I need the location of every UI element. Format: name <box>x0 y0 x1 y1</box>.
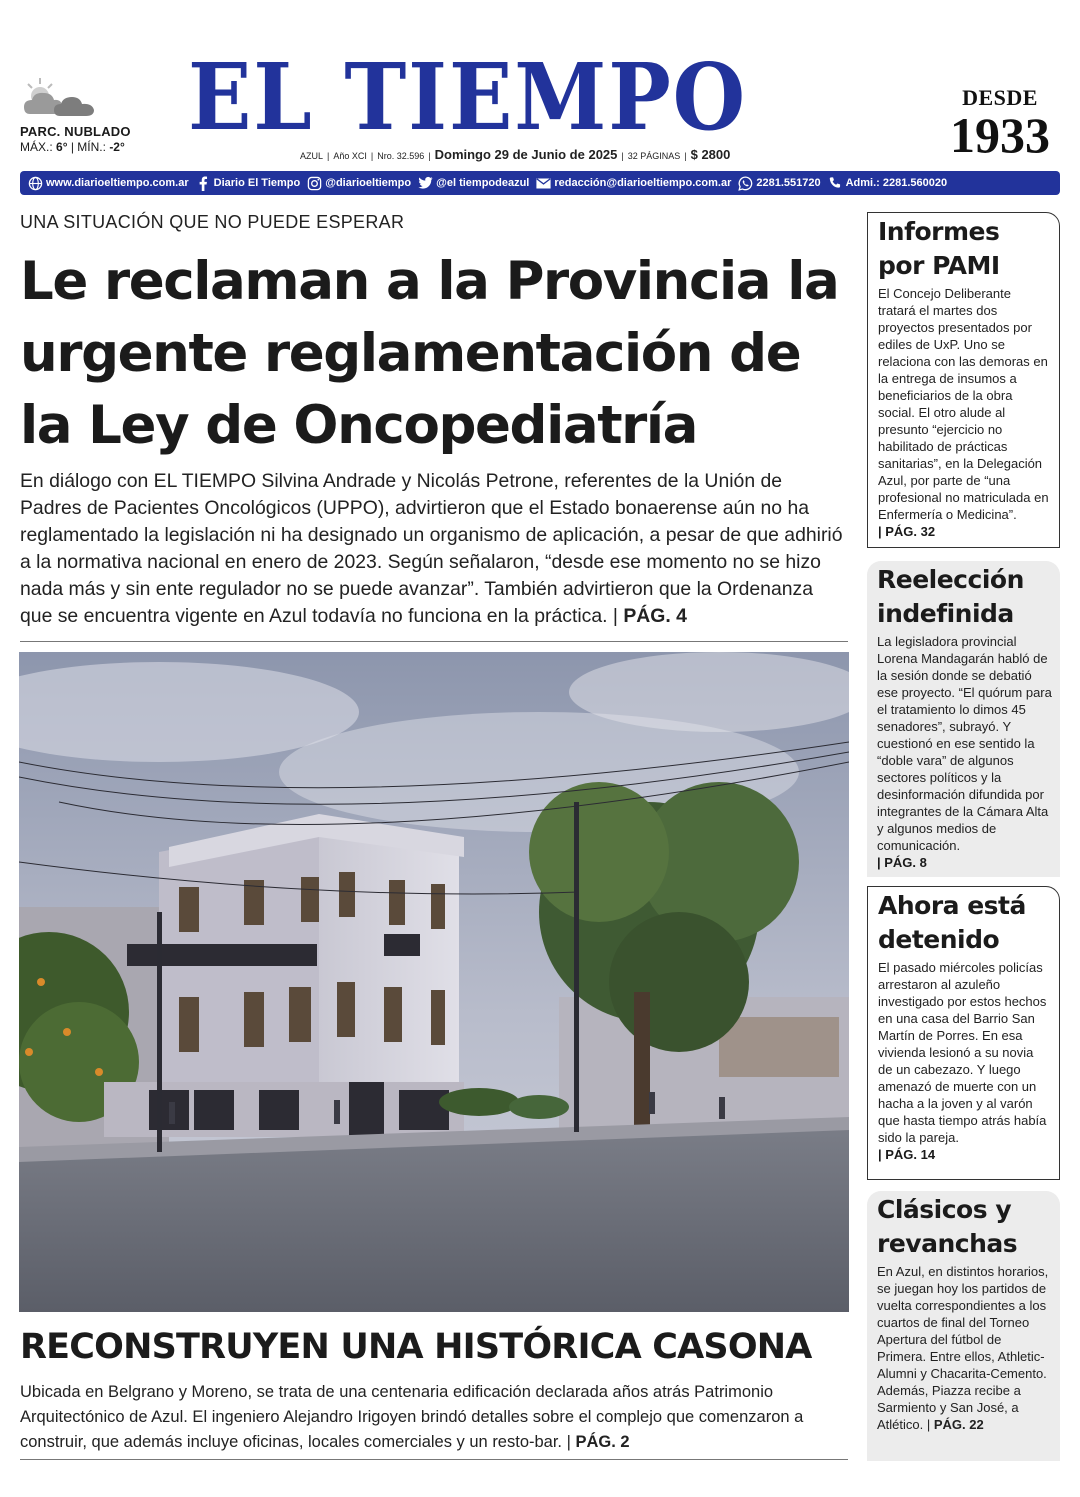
sidebar-item-reeleccion[interactable] <box>867 561 1060 877</box>
sidebar-title: Clásicos y revanchas <box>877 1195 1018 1258</box>
sidebar-page-ref[interactable]: | PÁG. 32 <box>878 524 936 539</box>
phone-link[interactable] <box>828 176 948 191</box>
since-year: 1933 <box>950 107 1050 163</box>
weather-condition: PARC. NUBLADO <box>20 124 131 139</box>
globe-icon <box>28 176 43 191</box>
email-link[interactable] <box>536 176 731 191</box>
max-label: MÁX.: <box>20 140 53 154</box>
divider <box>20 1459 848 1460</box>
contact-bar <box>20 171 1060 195</box>
sidebar-page-ref[interactable]: PÁG. 22 <box>933 1417 984 1432</box>
main-story-lead-text: En diálogo con EL TIEMPO Silvina Andrade y Nicolás Petrone, referentes de la Unión de Padres de Pacientes Oncológicos (UPPO), advirtieron que el Estado bonaerense aún no ha reglamentado la legislación ni ha designado un organismo de aplicación, a pesar de que adhirió a la normativa nacional en enero de 2023. Según señalaron, “desde ese momento no se hizo nada más y sin ente regulador no se puede avanzar”. También advirtieron que la Ordenanza que se encuentra vigente en Azul todavía no funciona en la práctica. <box>20 470 843 627</box>
weather-temps: MÁX.: 6° | MÍN.: -2° <box>20 140 125 154</box>
sidebar-title: Ahora está detenido <box>878 891 1026 954</box>
photo-story-body: Ubicada en Belgrano y Moreno, se trata de una centenaria edificación declarada años atrás Patrimonio Arquitectónico de Azul. El ingeniero Alejandro Irigoyen brindó detalles sobre el complejo que comenzaron a construir, que además incluye oficinas, locales comerciales y un resto-bar. | PÁG. 2 <box>20 1383 804 1451</box>
sidebar-item-clasicos[interactable] <box>867 1191 1060 1461</box>
sidebar-body: El Concejo Deliberante tratará el martes dos proyectos presentados por ediles de UxP. Uno se relaciona con las demoras en la entrega de insumos a beneficiarios de la obra social. El otro alude al presunto “ejercicio no habilitado de prácticas sanitarias”, en la Delegación Azul, por parte de “una profesional no matriculada en Enfermería o Medicina”. <box>878 286 1049 522</box>
sidebar-item-informes-pami[interactable] <box>867 212 1060 548</box>
whatsapp-icon <box>738 176 753 191</box>
sidebar-body: La legisladora provincial Lorena Mandagarán habló de la sesión donde se debatió ese proyecto. “El quórum para el tratamiento lo dimos 45 senadores”, subrayó. Y cuestionó en ese sentido la “doble vara” de algunos sectores políticos y la desinformación difundida por integrantes de la Cámara Alta y algunos medios de comunicación. <box>877 634 1052 853</box>
facebook-link[interactable] <box>196 176 301 191</box>
sidebar-body: En Azul, en distintos horarios, se juegan hoy los partidos de vuelta correspondientes a los cuartos de final del Torneo Apertura del fútbol de Primera. Entre ellos, Athletic-Alumni y Chacarita-Cemento. Además, Piazza recibe a Sarmiento y San José, a Atlético. | PÁG. 22 <box>877 1264 1049 1432</box>
photo-story-body-text: Ubicada en Belgrano y Moreno, se trata de una centenaria edificación declarada años atrás Patrimonio Arquitectónico de Azul. El ingeniero Alejandro Irigoyen brindó detalles sobre el complejo que comenzaron a construir, que además incluye oficinas, locales comerciales y un resto-bar. <box>20 1383 804 1451</box>
sidebar-body: El pasado miércoles policías arrestaron al azuleño investigado por estos hechos en una casa del Barrio San Martín de Porres. En esa vivienda lesionó a su novia de un cabezazo. Y luego amenazó de muerte con un hacha a la joven y al varón que hasta tiempo atrás había sido la pareja. <box>878 960 1047 1145</box>
main-story-kicker: UNA SITUACIÓN QUE NO PUEDE ESPERAR <box>20 212 405 232</box>
divider <box>20 641 848 642</box>
sidebar-title: Informes por PAMI <box>878 217 1000 280</box>
facebook-icon <box>196 176 211 191</box>
whatsapp-link[interactable] <box>738 176 820 191</box>
weather-widget <box>20 76 170 154</box>
edition-city: AZUL <box>300 151 324 161</box>
instagram-text: @diarioeltiempo <box>325 177 412 189</box>
edition-date: Domingo 29 de Junio de 2025 <box>434 147 618 162</box>
sidebar-page-ref[interactable]: | PÁG. 14 <box>878 1147 936 1162</box>
email-text: redacción@diarioeltiempo.com.ar <box>554 177 732 189</box>
instagram-icon <box>307 176 322 191</box>
casona-photo <box>19 652 849 1312</box>
photo-story-page-ref[interactable]: PÁG. 2 <box>575 1433 630 1451</box>
whatsapp-text: 2281.551720 <box>756 177 821 189</box>
sidebar-title: Reelección indefinida <box>877 565 1024 628</box>
twitter-text: @el tiempodeazul <box>436 177 530 189</box>
envelope-icon <box>536 176 551 191</box>
min-value: -2° <box>109 140 125 154</box>
web-text: www.diarioeltiempo.com.ar <box>46 177 189 189</box>
edition-year: Año XCI <box>333 151 367 161</box>
sidebar-item-detenido[interactable] <box>867 886 1060 1180</box>
phone-icon <box>828 176 843 191</box>
edition-line: AZUL | Año XCI | Nro. 32.596 | Domingo 29 de Junio de 2025 | 32 PÁGINAS | $ 2800 <box>300 147 731 162</box>
twitter-icon <box>418 176 433 191</box>
main-story-page-ref[interactable]: PÁG. 4 <box>623 605 687 627</box>
max-value: 6° <box>56 140 68 154</box>
edition-price: $ 2800 <box>690 147 731 162</box>
web-link[interactable] <box>28 176 189 191</box>
phone-text: Admi.: 2281.560020 <box>845 177 948 189</box>
twitter-link[interactable] <box>418 176 529 191</box>
sidebar-page-ref[interactable]: | PÁG. 8 <box>877 855 927 870</box>
edition-pages: 32 PÁGINAS <box>627 151 681 161</box>
photo-story-title[interactable]: RECONSTRUYEN UNA HISTÓRICA CASONA <box>20 1327 812 1367</box>
main-story-headline[interactable]: Le reclaman a la Provincia la urgente reglamentación de la Ley de Oncopediatría <box>20 251 839 456</box>
partly-cloudy-icon <box>20 76 170 120</box>
facebook-text: Diario El Tiempo <box>213 177 301 189</box>
main-story-lead: En diálogo con EL TIEMPO Silvina Andrade y Nicolás Petrone, referentes de la Unión de Padres de Pacientes Oncológicos (UPPO), advirtieron que el Estado bonaerense aún no ha reglamentado la legislación ni ha designado un organismo de aplicación, a pesar de que adhirió a la normativa nacional en enero de 2023. Según señalaron, “desde ese momento no se hizo nada más y sin ente regulador no se puede avanzar”. También advirtieron que la Ordenanza que se encuentra vigente en Azul todavía no funciona en la práctica. | PÁG. 4 <box>20 470 843 627</box>
since-badge <box>940 85 1060 163</box>
edition-number: Nro. 32.596 <box>377 151 425 161</box>
instagram-link[interactable] <box>307 176 411 191</box>
min-label: MÍN.: <box>77 140 106 154</box>
masthead-logo[interactable]: EL TIEMPO <box>188 43 747 151</box>
since-label: DESDE <box>962 85 1038 110</box>
